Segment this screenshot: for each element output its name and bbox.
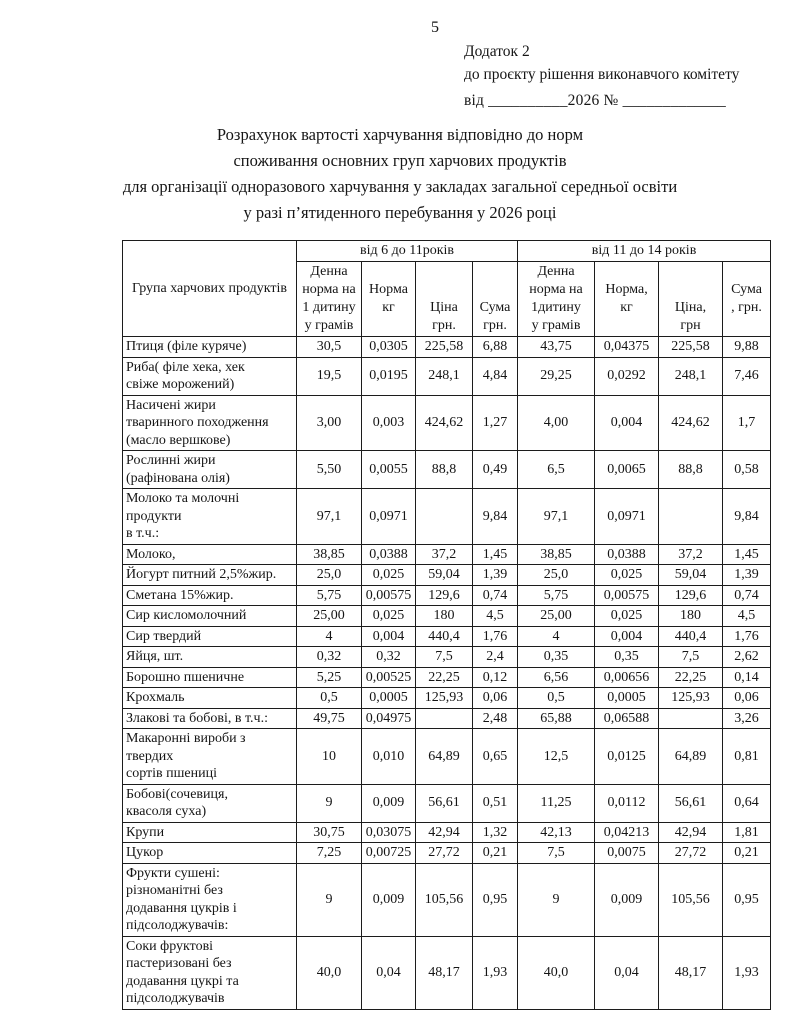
value-cell: 40,0 (518, 936, 595, 1009)
product-name-cell: Молоко, (123, 544, 297, 565)
value-cell: 0,95 (723, 863, 771, 936)
value-cell: 0,04975 (362, 708, 416, 729)
value-cell: 0,004 (595, 395, 659, 451)
value-cell: 105,56 (416, 863, 473, 936)
value-cell: 0,009 (362, 784, 416, 822)
value-cell: 7,46 (723, 357, 771, 395)
value-cell: 125,93 (659, 688, 723, 709)
product-name-cell: Макаронні вироби з твердих сортів пшениці (123, 729, 297, 785)
g1-norm-kg-header: Норма кг (362, 262, 416, 337)
table-row (123, 357, 771, 395)
value-cell: 0,010 (362, 729, 416, 785)
value-cell: 5,75 (297, 585, 362, 606)
value-cell: 440,4 (659, 626, 723, 647)
value-cell: 0,12 (473, 667, 518, 688)
table-row (123, 708, 771, 729)
value-cell: 0,65 (473, 729, 518, 785)
value-cell: 49,75 (297, 708, 362, 729)
value-cell: 129,6 (416, 585, 473, 606)
value-cell: 248,1 (659, 357, 723, 395)
value-cell: 4,5 (723, 606, 771, 627)
document-title (0, 122, 800, 226)
value-cell: 0,5 (518, 688, 595, 709)
value-cell: 225,58 (416, 337, 473, 358)
value-cell (416, 708, 473, 729)
g2-price-header: Ціна, грн (659, 262, 723, 337)
value-cell: 19,5 (297, 357, 362, 395)
table-row (123, 544, 771, 565)
value-cell: 0,04 (362, 936, 416, 1009)
value-cell: 42,13 (518, 822, 595, 843)
value-cell: 48,17 (416, 936, 473, 1009)
value-cell: 0,0005 (595, 688, 659, 709)
value-cell: 1,93 (723, 936, 771, 1009)
product-name-cell: Соки фруктові пастеризовані без додавання цукрі та підсолоджувачів (123, 936, 297, 1009)
product-name-cell: Рослинні жири (рафінована олія) (123, 451, 297, 489)
value-cell: 65,88 (518, 708, 595, 729)
value-cell: 37,2 (659, 544, 723, 565)
table-row (123, 822, 771, 843)
value-cell: 59,04 (416, 565, 473, 586)
value-cell: 25,0 (297, 565, 362, 586)
value-cell: 0,35 (595, 647, 659, 668)
table-row (123, 395, 771, 451)
value-cell: 0,00525 (362, 667, 416, 688)
value-cell: 0,32 (362, 647, 416, 668)
value-cell: 30,5 (297, 337, 362, 358)
value-cell: 0,0388 (362, 544, 416, 565)
table-row (123, 863, 771, 936)
value-cell: 0,00725 (362, 843, 416, 864)
value-cell: 0,003 (362, 395, 416, 451)
value-cell: 0,0292 (595, 357, 659, 395)
value-cell: 0,04 (595, 936, 659, 1009)
value-cell: 0,0005 (362, 688, 416, 709)
value-cell: 0,0388 (595, 544, 659, 565)
value-cell: 22,25 (659, 667, 723, 688)
table-row (123, 606, 771, 627)
value-cell: 1,32 (473, 822, 518, 843)
value-cell: 1,81 (723, 822, 771, 843)
value-cell: 180 (659, 606, 723, 627)
value-cell: 125,93 (416, 688, 473, 709)
g2-sum-header: Сума , грн. (723, 262, 771, 337)
g1-price-header: Ціна грн. (416, 262, 473, 337)
product-name-cell: Птиця (філе куряче) (123, 337, 297, 358)
value-cell: 0,009 (595, 863, 659, 936)
title-line-4: у разі п’ятиденного перебування у 2026 році (243, 203, 557, 222)
value-cell: 0,0305 (362, 337, 416, 358)
annex-line-2: до проєкту рішення виконавчого комітету (464, 66, 740, 83)
value-cell: 0,0971 (362, 489, 416, 545)
value-cell: 0,74 (473, 585, 518, 606)
value-cell (416, 489, 473, 545)
value-cell: 0,0075 (595, 843, 659, 864)
value-cell: 25,0 (518, 565, 595, 586)
value-cell: 105,56 (659, 863, 723, 936)
value-cell: 3,26 (723, 708, 771, 729)
value-cell: 0,0055 (362, 451, 416, 489)
value-cell: 1,76 (723, 626, 771, 647)
value-cell: 1,39 (723, 565, 771, 586)
value-cell: 0,21 (473, 843, 518, 864)
g2-daily-norm-header: Денна норма на 1дитину у грамів (518, 262, 595, 337)
food-cost-table (122, 240, 771, 1010)
value-cell: 10 (297, 729, 362, 785)
value-cell: 0,74 (723, 585, 771, 606)
value-cell: 48,17 (659, 936, 723, 1009)
value-cell: 5,25 (297, 667, 362, 688)
value-cell: 7,5 (659, 647, 723, 668)
value-cell: 9,84 (473, 489, 518, 545)
value-cell: 11,25 (518, 784, 595, 822)
title-line-1: Розрахунок вартості харчування відповідно до норм (216, 125, 584, 144)
product-name-cell: Крохмаль (123, 688, 297, 709)
g1-sum-header: Сума грн. (473, 262, 518, 337)
product-name-cell: Сир кисломолочний (123, 606, 297, 627)
value-cell: 0,35 (518, 647, 595, 668)
product-name-cell: Молоко та молочні продукти в т.ч.: (123, 489, 297, 545)
value-cell: 2,4 (473, 647, 518, 668)
product-name-cell: Борошно пшеничне (123, 667, 297, 688)
value-cell: 0,025 (595, 606, 659, 627)
value-cell: 0,004 (362, 626, 416, 647)
value-cell: 1,76 (473, 626, 518, 647)
value-cell: 0,5 (297, 688, 362, 709)
value-cell: 7,5 (416, 647, 473, 668)
age-group-1-header: від 6 до 11років (297, 241, 518, 262)
value-cell: 6,88 (473, 337, 518, 358)
value-cell: 7,5 (518, 843, 595, 864)
value-cell: 43,75 (518, 337, 595, 358)
value-cell: 97,1 (297, 489, 362, 545)
title-line-2: споживання основних груп харчових продуктів (233, 151, 567, 170)
product-name-cell: Яйця, шт. (123, 647, 297, 668)
value-cell: 37,2 (416, 544, 473, 565)
value-cell: 0,04213 (595, 822, 659, 843)
value-cell: 64,89 (416, 729, 473, 785)
product-name-cell: Крупи (123, 822, 297, 843)
value-cell: 22,25 (416, 667, 473, 688)
value-cell: 38,85 (518, 544, 595, 565)
value-cell: 0,00656 (595, 667, 659, 688)
value-cell: 129,6 (659, 585, 723, 606)
value-cell: 88,8 (659, 451, 723, 489)
value-cell: 0,06 (723, 688, 771, 709)
value-cell: 40,0 (297, 936, 362, 1009)
value-cell: 0,58 (723, 451, 771, 489)
value-cell: 0,025 (595, 565, 659, 586)
value-cell (659, 708, 723, 729)
product-name-cell: Риба( філе хека, хек свіже морожений) (123, 357, 297, 395)
value-cell: 7,25 (297, 843, 362, 864)
value-cell: 0,49 (473, 451, 518, 489)
table-row (123, 784, 771, 822)
value-cell: 30,75 (297, 822, 362, 843)
value-cell: 0,04375 (595, 337, 659, 358)
value-cell: 59,04 (659, 565, 723, 586)
date-number-line: від __________2026 № _____________ (464, 92, 726, 109)
value-cell: 0,0971 (595, 489, 659, 545)
value-cell: 0,025 (362, 606, 416, 627)
value-cell: 2,62 (723, 647, 771, 668)
table-row (123, 626, 771, 647)
table-row (123, 565, 771, 586)
value-cell: 0,025 (362, 565, 416, 586)
value-cell: 1,39 (473, 565, 518, 586)
value-cell: 5,75 (518, 585, 595, 606)
value-cell: 1,7 (723, 395, 771, 451)
value-cell: 424,62 (416, 395, 473, 451)
value-cell (659, 489, 723, 545)
annex-block (464, 40, 739, 112)
value-cell: 1,27 (473, 395, 518, 451)
age-group-2-header: від 11 до 14 років (518, 241, 771, 262)
table-row (123, 729, 771, 785)
table-row (123, 688, 771, 709)
value-cell: 4,5 (473, 606, 518, 627)
product-name-cell: Сметана 15%жир. (123, 585, 297, 606)
value-cell: 27,72 (416, 843, 473, 864)
value-cell: 9,88 (723, 337, 771, 358)
value-cell: 0,009 (362, 863, 416, 936)
table-row (123, 647, 771, 668)
value-cell: 9 (297, 784, 362, 822)
table-row (123, 337, 771, 358)
value-cell: 56,61 (416, 784, 473, 822)
value-cell: 1,45 (723, 544, 771, 565)
value-cell: 27,72 (659, 843, 723, 864)
table-row (123, 585, 771, 606)
product-name-cell: Цукор (123, 843, 297, 864)
value-cell: 42,94 (659, 822, 723, 843)
value-cell: 25,00 (518, 606, 595, 627)
value-cell: 25,00 (297, 606, 362, 627)
value-cell: 4,00 (518, 395, 595, 451)
value-cell: 0,14 (723, 667, 771, 688)
value-cell: 5,50 (297, 451, 362, 489)
table-row (123, 936, 771, 1009)
value-cell: 0,0065 (595, 451, 659, 489)
value-cell: 1,45 (473, 544, 518, 565)
value-cell: 9 (518, 863, 595, 936)
table-row (123, 451, 771, 489)
value-cell: 424,62 (659, 395, 723, 451)
value-cell: 248,1 (416, 357, 473, 395)
table-row (123, 489, 771, 545)
value-cell: 225,58 (659, 337, 723, 358)
value-cell: 2,48 (473, 708, 518, 729)
product-group-column-header: Група харчових продуктів (123, 241, 297, 337)
product-name-cell: Злакові та бобові, в т.ч.: (123, 708, 297, 729)
product-name-cell: Йогурт питний 2,5%жир. (123, 565, 297, 586)
value-cell: 4 (518, 626, 595, 647)
value-cell: 0,0195 (362, 357, 416, 395)
value-cell: 0,00575 (362, 585, 416, 606)
value-cell: 97,1 (518, 489, 595, 545)
value-cell: 0,06 (473, 688, 518, 709)
table-row (123, 843, 771, 864)
value-cell: 0,03075 (362, 822, 416, 843)
value-cell: 180 (416, 606, 473, 627)
value-cell: 0,64 (723, 784, 771, 822)
value-cell: 0,0125 (595, 729, 659, 785)
value-cell: 0,81 (723, 729, 771, 785)
table-row (123, 667, 771, 688)
value-cell: 0,95 (473, 863, 518, 936)
value-cell: 0,06588 (595, 708, 659, 729)
value-cell: 4 (297, 626, 362, 647)
table-body (123, 337, 771, 1010)
value-cell: 1,93 (473, 936, 518, 1009)
value-cell: 64,89 (659, 729, 723, 785)
value-cell: 0,00575 (595, 585, 659, 606)
value-cell: 4,84 (473, 357, 518, 395)
annex-line-1: Додаток 2 (464, 43, 530, 60)
value-cell: 12,5 (518, 729, 595, 785)
title-line-3: для організації одноразового харчування у закладах загальної середньої освіти (122, 177, 678, 196)
value-cell: 9 (297, 863, 362, 936)
value-cell: 0,51 (473, 784, 518, 822)
value-cell: 56,61 (659, 784, 723, 822)
product-name-cell: Сир твердий (123, 626, 297, 647)
g2-norm-kg-header: Норма, кг (595, 262, 659, 337)
value-cell: 88,8 (416, 451, 473, 489)
value-cell: 6,5 (518, 451, 595, 489)
product-name-cell: Фрукти сушені: різноманітні без додавання цукрів і підсолоджувачів: (123, 863, 297, 936)
value-cell: 0,004 (595, 626, 659, 647)
value-cell: 3,00 (297, 395, 362, 451)
g1-daily-norm-header: Денна норма на 1 дитину у грамів (297, 262, 362, 337)
age-group-header-row (123, 241, 771, 262)
value-cell: 0,0112 (595, 784, 659, 822)
value-cell: 0,32 (297, 647, 362, 668)
value-cell: 29,25 (518, 357, 595, 395)
value-cell: 6,56 (518, 667, 595, 688)
value-cell: 0,21 (723, 843, 771, 864)
value-cell: 38,85 (297, 544, 362, 565)
page-number: 5 (431, 19, 439, 36)
value-cell: 440,4 (416, 626, 473, 647)
value-cell: 9,84 (723, 489, 771, 545)
product-name-cell: Бобові(сочевиця, квасоля суха) (123, 784, 297, 822)
product-name-cell: Насичені жири тваринного походження (масло вершкове) (123, 395, 297, 451)
value-cell: 42,94 (416, 822, 473, 843)
